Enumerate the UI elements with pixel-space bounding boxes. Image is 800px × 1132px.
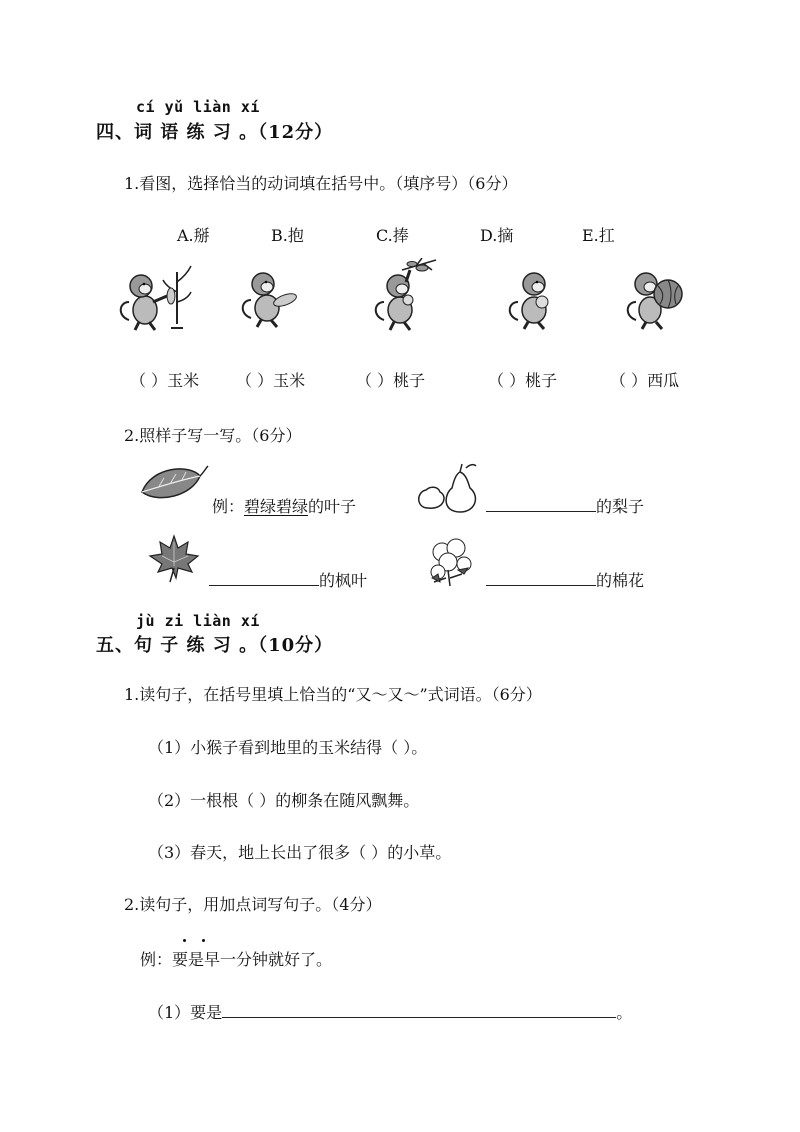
monkey-holding-peach-image	[506, 268, 566, 330]
q5-2-prompt: 2.读句子，用加点词写句子。（4分）	[124, 895, 382, 914]
option-c: C.捧	[376, 226, 409, 245]
blank-5[interactable]: （ ）西瓜	[610, 371, 680, 390]
maple-leaf-image	[148, 534, 200, 584]
section5-heading: 五、句 子 练 习 。（10分）	[96, 635, 334, 656]
monkey-holding-corn-image	[237, 266, 307, 328]
section4-pinyin: cí yǔ liàn xí	[136, 98, 260, 116]
pear-line	[486, 494, 644, 517]
q5-2-example: 例：要是早一分钟就好了。	[140, 950, 333, 969]
section5-pinyin: jù zi liàn xí	[136, 612, 260, 630]
q5-1-item-1: （1）小猴子看到地里的玉米结得（ ）。	[148, 738, 428, 757]
q5-1-item-3: （3）春天，地上长出了很多（ ）的小草。	[148, 843, 452, 862]
maple-blank[interactable]	[209, 584, 319, 586]
monkey-carrying-watermelon-image	[624, 264, 688, 330]
option-a: A.掰	[177, 226, 210, 245]
cotton-image	[424, 534, 478, 588]
option-e: E.扛	[582, 226, 615, 245]
emphasis-dot-2	[202, 939, 205, 942]
q5-2-answer-blank[interactable]	[222, 1016, 616, 1018]
cotton-suffix: 的棉花	[596, 571, 645, 590]
maple-line	[209, 568, 367, 591]
pear-blank[interactable]	[486, 510, 596, 512]
option-b: B.抱	[271, 226, 304, 245]
leaf-image	[138, 462, 210, 506]
example-word: 碧绿碧绿	[244, 497, 309, 516]
q4-1-prompt: 1.看图，选择恰当的动词填在括号中。（填序号）（6分）	[124, 174, 518, 193]
blank-3[interactable]: （ ）桃子	[356, 371, 426, 390]
option-d: D.摘	[480, 226, 514, 245]
monkey-breaking-corn-image	[115, 262, 195, 332]
section4-heading: 四、词 语 练 习 。（12分）	[96, 122, 334, 143]
q5-2-item-suffix: 。	[616, 1003, 633, 1022]
monkey-picking-peach-image	[372, 258, 442, 332]
q4-2-prompt: 2.照样子写一写。（6分）	[124, 426, 302, 445]
cotton-blank[interactable]	[486, 584, 596, 586]
maple-suffix: 的枫叶	[319, 571, 368, 590]
emphasis-dot-1	[183, 939, 186, 942]
example-suffix: 的叶子	[308, 497, 357, 516]
pear-suffix: 的梨子	[596, 497, 645, 516]
q5-2-item-line	[148, 1000, 632, 1023]
cotton-line	[486, 568, 644, 591]
blank-1[interactable]: （ ）玉米	[130, 371, 200, 390]
example-prefix: 例：	[212, 497, 245, 516]
q5-1-prompt: 1.读句子，在括号里填上恰当的“又～又～”式词语。（6分）	[124, 685, 542, 704]
q5-1-item-2: （2）一根根（ ）的柳条在随风飘舞。	[148, 791, 420, 810]
q5-2-item-prefix: （1）要是	[148, 1003, 223, 1022]
pears-image	[414, 462, 484, 514]
example-line	[212, 494, 356, 517]
blank-2[interactable]: （ ）玉米	[236, 371, 306, 390]
blank-4[interactable]: （ ）桃子	[488, 371, 558, 390]
